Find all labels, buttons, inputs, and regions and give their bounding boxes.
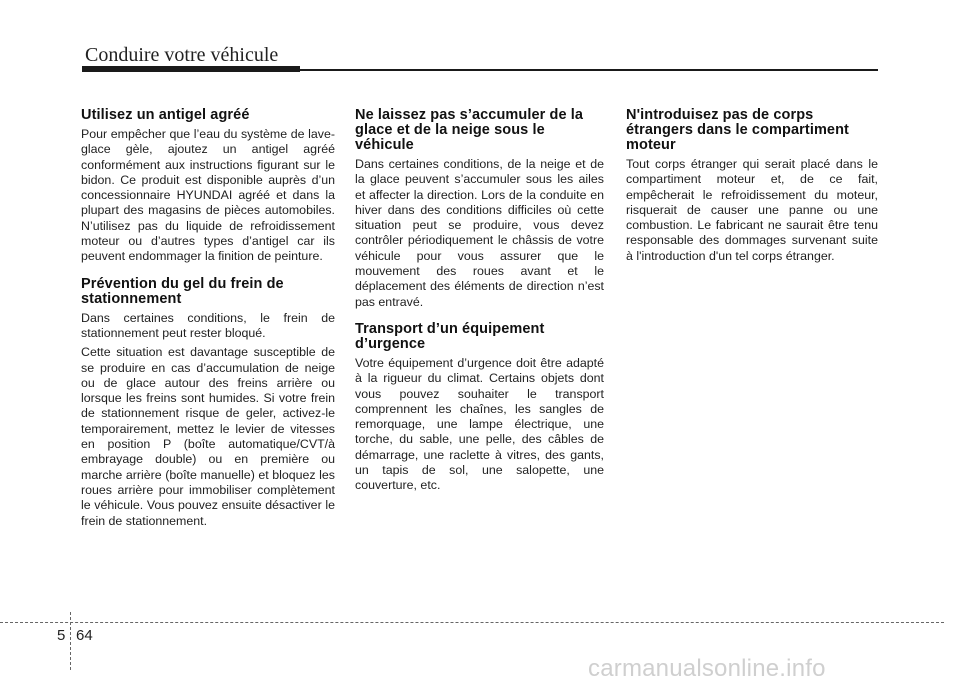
footer-dashed-rule bbox=[0, 622, 944, 623]
header-rule-thin bbox=[300, 69, 878, 71]
section-foreign-objects bbox=[626, 108, 878, 264]
section-heading: Prévention du gel du frein de stationnement bbox=[81, 275, 284, 307]
section-paragraph: Dans certaines conditions, de la neige et de la glace peuvent s’accumuler sous les ailes et affecter la direction. Lors de la conduite en hiver dans des conditions difficiles où cette situation peut se produire, vous devez contrôler périodiquement le châssis de votre véhicule pour vous assurer que le mouvement des roues avant et le déplacement des éléments de direction n’est pas entravé. bbox=[355, 157, 604, 309]
section-paragraph: Votre équipement d’urgence doit être adapté à la rigueur du climat. Certains objets dont vous pouvez souhaiter le transport comprennent les chaînes, les sangles de remorquage, une lampe électrique, une torche, du sable, une pelle, des câbles de démarrage, une raclette à vitres, des gants, un tapis de sol, une salopette, une couverture, etc. bbox=[355, 355, 604, 493]
section-heading: Ne laissez pas s’accumuler de la glace et de la neige sous le véhicule bbox=[355, 107, 584, 153]
section-antigel bbox=[81, 108, 335, 265]
watermark-text: carmanualsonline.info bbox=[588, 655, 826, 682]
section-heading: Transport d’un équipement d’urgence bbox=[355, 320, 545, 352]
column-middle bbox=[355, 108, 604, 498]
section-heading: N'introduisez pas de corps étrangers dans le compartiment moteur bbox=[626, 107, 849, 153]
section-heading: Utilisez un antigel agréé bbox=[81, 107, 250, 123]
section-parking-brake-freeze bbox=[81, 277, 335, 529]
column-left bbox=[81, 108, 335, 533]
section-emergency-equipment bbox=[355, 322, 604, 494]
header-rule-thick bbox=[82, 66, 300, 72]
footer-dashed-divider bbox=[70, 612, 71, 670]
page-header-title: Conduire votre véhicule bbox=[85, 44, 279, 66]
section-paragraph: Dans certaines conditions, le frein de stationnement peut rester bloqué. bbox=[81, 310, 335, 340]
chapter-number: 5 bbox=[57, 627, 66, 644]
section-paragraph: Cette situation est davantage susceptible de se produire en cas d’accumulation de neige ou de glace autour des freins arrière ou lorsque les freins sont humides. Si votre frein de stationnement risque de geler, activez-le temporairement, mettez le levier de vitesses en position P (boîte automatique/CVT/à embrayage double) ou en première ou marche arrière (boîte manuelle) et bloquez les roues arrière pour immobiliser complètement le véhicule. Vous pouvez ensuite désactiver le frein de stationnement. bbox=[81, 345, 335, 528]
section-paragraph: Pour empêcher que l’eau du système de lave-glace gèle, ajoutez un antigel agréé conformément aux instructions figurant sur le bidon. Ce produit est disponible auprès d’un concessionnaire HYUNDAI agréé et dans la plupart des magasins de pièces automobiles. N’utilisez pas du liquide de refroidissement moteur ou d’autres types d’antigel car ils peuvent endommager la finition de peinture. bbox=[81, 127, 335, 264]
section-snow-ice bbox=[355, 108, 604, 310]
section-paragraph: Tout corps étranger qui serait placé dans le compartiment moteur et, de ce fait, empêcherait le refroidissement du moteur, risquerait de causer une panne ou une combustion. Le fabricant ne saurait être tenu responsable des dommages survenant suite à l'introduction d'un tel corps étranger. bbox=[626, 157, 878, 263]
page-number: 64 bbox=[76, 627, 93, 644]
column-right bbox=[626, 108, 878, 268]
